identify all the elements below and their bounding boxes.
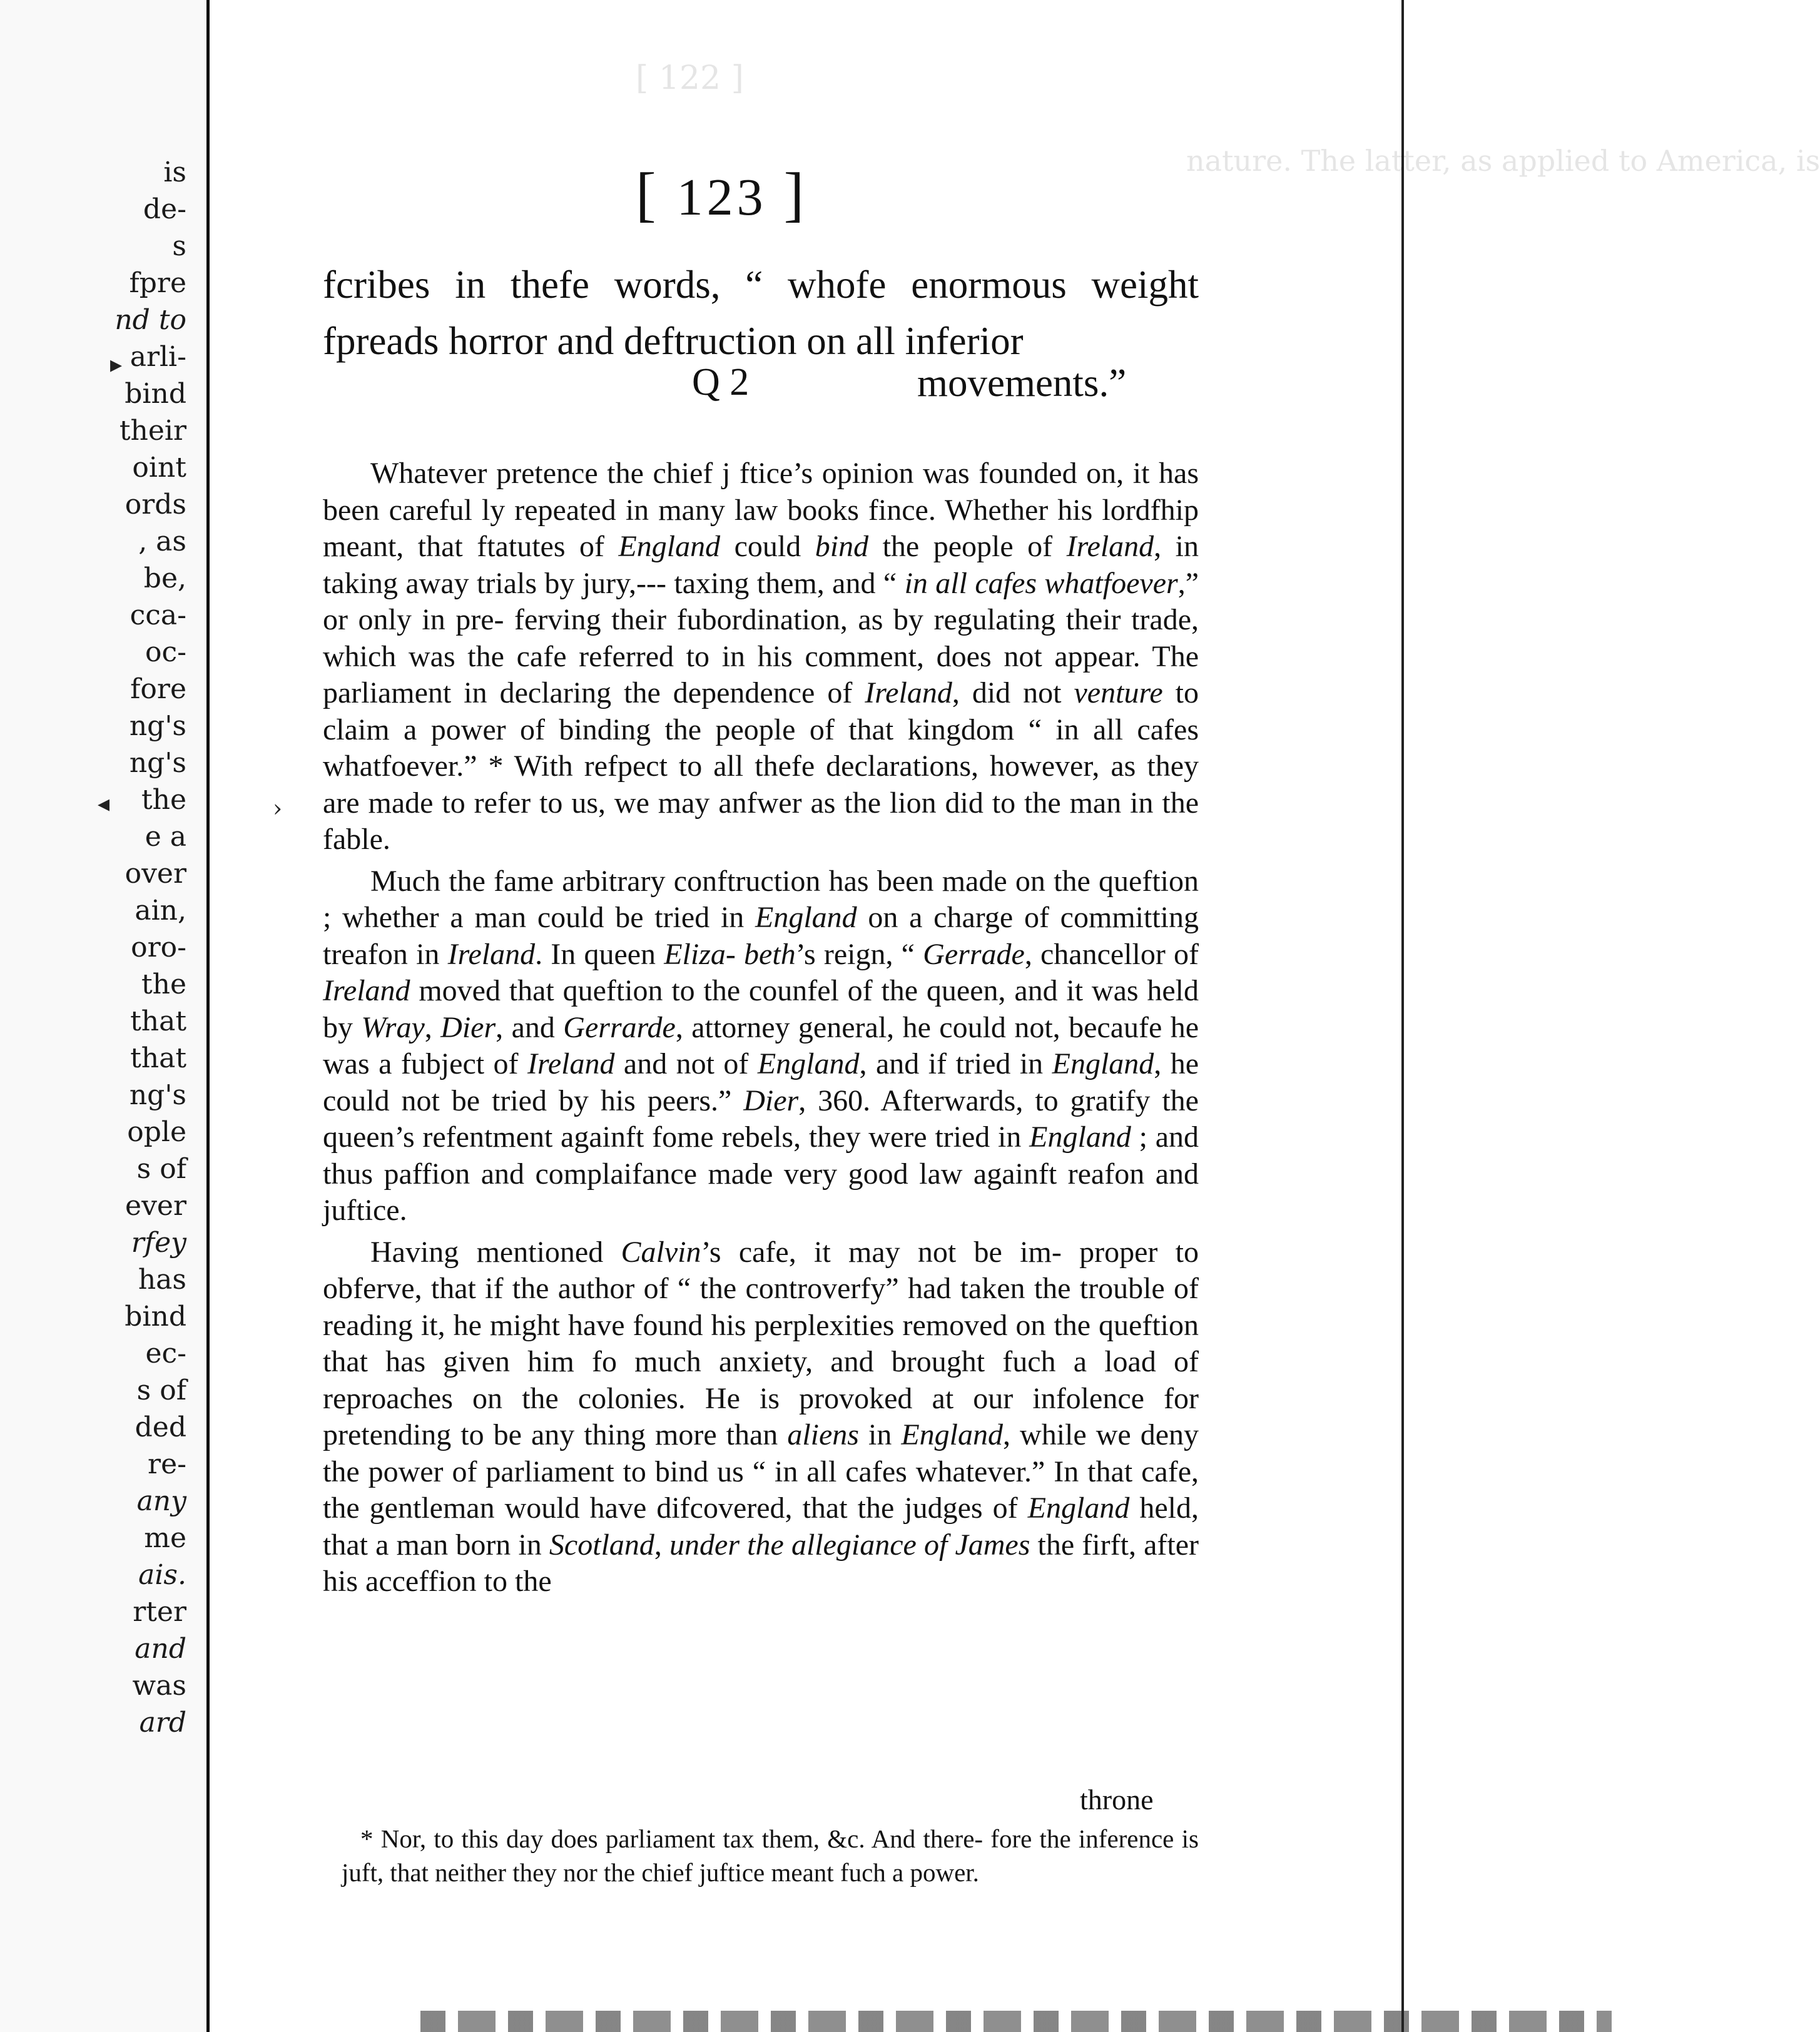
left-page-fragment: ard xyxy=(139,1707,186,1739)
lead-end-text: movements.” xyxy=(917,361,1127,405)
left-page-fragment: over xyxy=(125,858,186,890)
left-page-fragment: ever xyxy=(125,1190,186,1222)
left-page-fragment: de- xyxy=(143,193,186,225)
left-page-fragment: that xyxy=(130,1042,186,1074)
left-page-fragment: oro- xyxy=(131,932,186,963)
left-page-fragment: that xyxy=(130,1005,186,1037)
left-page-fragment: any xyxy=(136,1485,186,1517)
left-page-fragment: s xyxy=(172,230,186,262)
left-page-fragment: oint xyxy=(132,452,186,484)
left-page-fragment: is xyxy=(163,156,186,188)
left-page-fragment: fpre xyxy=(129,267,186,299)
folio-number: 123 xyxy=(676,168,767,226)
left-page-fragment: and xyxy=(135,1633,186,1665)
left-page-fragment: fore xyxy=(130,673,186,705)
left-page-fragment: the xyxy=(141,968,186,1000)
bleed-through-folio: [ 122 ] xyxy=(636,59,744,97)
left-page-fragment: rfey xyxy=(131,1227,186,1259)
left-page-fragment: rter xyxy=(133,1596,186,1628)
page-number xyxy=(636,160,808,230)
left-page-fragment: e a xyxy=(145,821,186,853)
footnote: * Nor, to this day does parliament tax them, &c. And there- fore the inference is juft, that neither they nor the chief juftice meant fuch a power. xyxy=(342,1824,1199,1887)
left-page-fragment: s of xyxy=(136,1374,186,1406)
left-page-fragment: ng's xyxy=(129,710,186,742)
catchword: throne xyxy=(1080,1784,1154,1816)
left-page-fragment: re- xyxy=(148,1448,186,1480)
left-page-fragment: bind xyxy=(125,378,186,410)
bleed-through-line: nature. The latter, as applied to America, is xyxy=(1186,144,1820,178)
left-page-fragment: the xyxy=(141,784,186,816)
left-page-fragment: their xyxy=(119,415,186,447)
margin-speck: ◂ xyxy=(98,790,110,817)
left-page-fragment: arli- xyxy=(130,341,186,373)
margin-speck: ▸ xyxy=(110,350,123,378)
left-page-fragment: ain, xyxy=(135,895,186,927)
body-text xyxy=(323,455,1199,1605)
continued-lead-text: fcribes in thefe words, “ whofe enormous weight fpreads horror and deftruction on all inferior xyxy=(323,263,1199,363)
page-bottom-edge xyxy=(420,2011,1612,2032)
paragraph-2: Much the fame arbitrary conftruction has been made on the queftion ; whether a man could be tried in England on a charge of committing treafon in Ireland. In queen Eliza- beth’s reign, “ Gerrade, chancellor of Ireland moved that queftion to the counfel of the queen, and it was held by Wray, Dier, and Gerrarde, attorney general, he could not, becaufe he was a fubject of Ireland and not of England, and if tried in England, he could not be tried by his peers.” Dier, 360. Afterwards, to gratify the queen’s refentment againft fome rebels, they were tried in England ; and thus paffion and complaifance made very good law againft reafon and juftice. xyxy=(323,864,1199,1227)
left-page-fragment: me xyxy=(144,1522,186,1554)
left-page-fragment: was xyxy=(132,1670,186,1702)
left-page-fragment: , as xyxy=(138,526,186,557)
left-page-fragment: nd to xyxy=(114,304,186,336)
left-page-fragment: ded xyxy=(135,1411,186,1443)
paragraph-1: Whatever pretence the chief j ftice’s opinion was founded on, it has been careful ly repeated in many law books fince. Whether his lordfhip meant, that ftatutes of England could bind the people of Ireland, in taking away trials by jury,--- taxing them, and “ in all cafes whatfoever,” or only in pre- ferving their fubordination, as by regulating their trade, which was the cafe referred to in his comment, does not appear. The parliament in declaring the dependence of Ireland, did not venture to claim a power of binding the people of that kingdom “ in all cafes whatfoever.” * With refpect to all thefe declarations, however, as they are made to refer to us, we may anfwer as the lion did to the man in the fable. xyxy=(323,457,1199,856)
left-page-fragment: ng's xyxy=(129,747,186,779)
left-page-fragment: ople xyxy=(127,1116,186,1148)
left-page-fragment: has xyxy=(138,1264,186,1296)
left-page-fragment: ng's xyxy=(129,1079,186,1111)
left-page-fragment: s of xyxy=(136,1153,186,1185)
signature-mark: Q 2 xyxy=(692,361,750,404)
left-page-fragment: be, xyxy=(143,562,186,594)
left-page-fragment: oc- xyxy=(145,636,186,668)
margin-speck: › xyxy=(273,795,283,822)
left-page-fragment: ec- xyxy=(145,1338,186,1369)
right-bracket: ] xyxy=(783,161,808,228)
left-page-fragment: ords xyxy=(125,489,186,521)
paragraph-3: Having mentioned Calvin’s cafe, it may not be im- proper to obferve, that if the author of “ the controverfy” had taken the trouble of reading it, he might have found his perplexities removed on the queftion that has given him fo much anxiety, and brought fuch a load of reproaches on the colonies. He is provoked at our infolence for pretending to be any thing more than aliens in England, while we deny the power of parliament to bind us “ in all cafes whatever.” In that cafe, the gentleman would have difcovered, that the judges of England held, that a man born in Scotland, under the allegiance of James the firft, after his acceffion to the xyxy=(323,1235,1199,1598)
left-page-fragment: cca- xyxy=(130,599,186,631)
left-page-margin xyxy=(0,0,210,2032)
left-bracket: [ xyxy=(636,161,660,228)
left-page-fragment: ais. xyxy=(138,1559,186,1591)
left-page-fragment: bind xyxy=(125,1301,186,1333)
